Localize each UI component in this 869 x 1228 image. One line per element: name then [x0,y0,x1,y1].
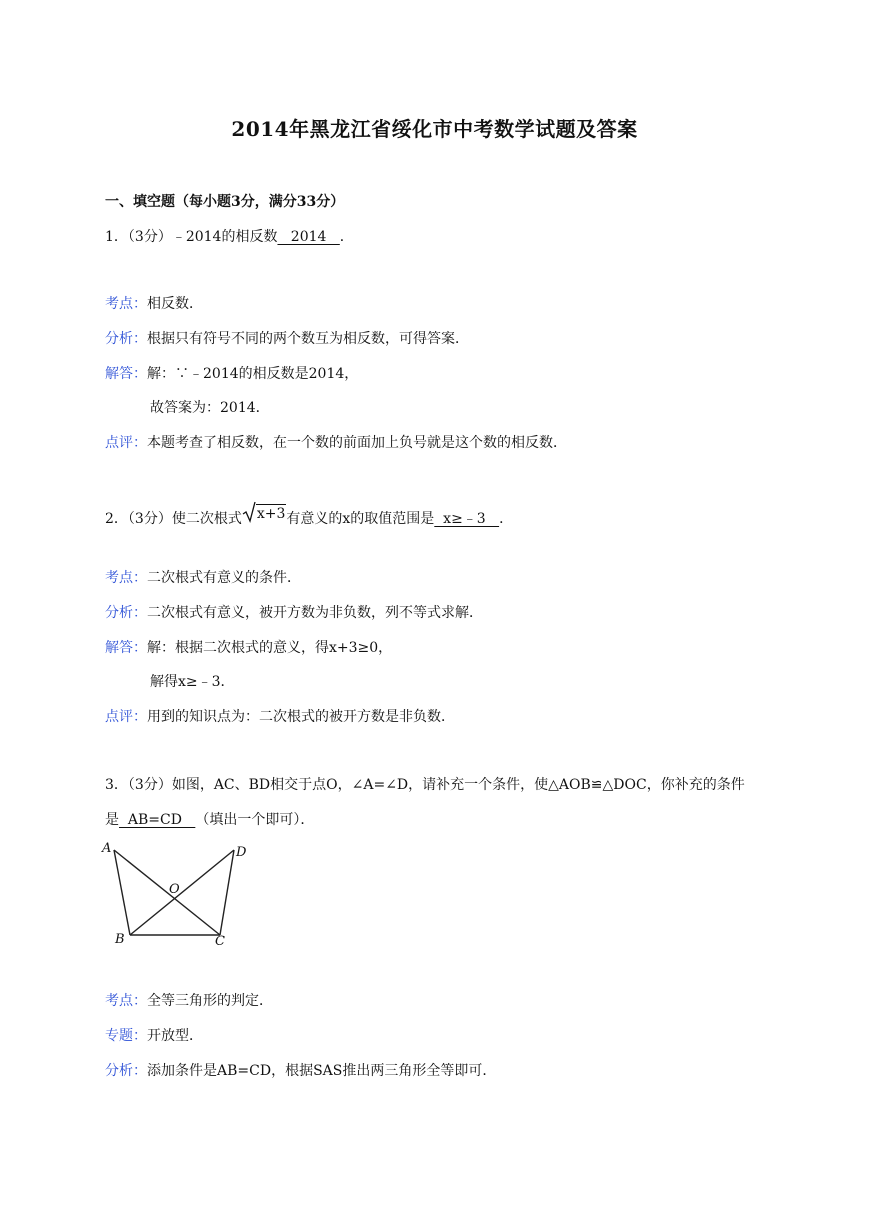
q3-zhuanti-text: 开放型． [147,1028,203,1044]
question-1-suffix: ． [339,229,354,245]
q2-kaodian-text: 二次根式有意义的条件． [147,570,301,586]
q1-jieda-row [105,364,358,384]
question-1 [105,227,354,247]
geometry-figure [100,838,260,950]
question-2-middle: 有意义的x的取值范围是 [286,511,435,527]
q3-kaodian-text: 全等三角形的判定． [147,993,273,1009]
point-label-d: D [236,845,247,860]
dianping-label: 点评： [105,435,147,451]
q3-fenxi-row [105,1061,496,1081]
kaodian-label: 考点： [105,296,147,312]
question-1-answer: 2014 [277,229,340,245]
q3-kaodian-row [105,991,273,1011]
dianping-label: 点评： [105,709,147,725]
document-title: 2014年黑龙江省绥化市中考数学试题及答案 [231,117,638,141]
q1-dianping-row [105,433,567,453]
radicand: x+3 [256,506,286,522]
q2-jieda-text: 解：根据二次根式的意义，得x+3≥0， [147,640,393,656]
question-3-line2 [105,810,314,830]
q1-dianping-text: 本题考查了相反数，在一个数的前面加上负号就是这个数的相反数． [147,435,567,451]
square-root-expression [242,501,287,523]
fenxi-label: 分析： [105,605,147,621]
q2-jieda-line2: 解得x≥﹣3． [150,674,235,690]
q2-fenxi-row [105,603,483,623]
jieda-label: 解答： [105,640,147,656]
q1-jieda-text: 解：∵﹣2014的相反数是2014， [147,366,359,382]
question-2-answer: x≥﹣3 [434,511,500,527]
q2-dianping-text: 用到的知识点为：二次根式的被开方数是非负数． [147,709,455,725]
question-3-answer: AB=CD [119,812,196,828]
jieda-label: 解答： [105,366,147,382]
q2-kaodian-row [105,568,301,588]
question-3-line1: 3．（3分）如图，AC、BD相交于点O，∠A=∠D，请补充一个条件，使△AOB≌△DOC，你补充的条件 [105,777,745,793]
question-3-prefix: 是 [105,812,119,828]
segment-bd [130,850,234,935]
question-3-suffix: （填出一个即可）． [195,812,315,828]
q1-kaodian-text: 相反数． [147,296,203,312]
q2-dianping-row [105,707,455,727]
q1-fenxi-text: 根据只有符号不同的两个数互为相反数，可得答案． [147,331,469,347]
q3-fenxi-text: 添加条件是AB=CD，根据SAS推出两三角形全等即可． [147,1063,497,1079]
kaodian-label: 考点： [105,570,147,586]
q1-fenxi-row [105,329,469,349]
segment-ab [114,850,130,935]
kaodian-label: 考点： [105,993,147,1009]
q1-jieda-line2: 故答案为：2014． [150,400,270,416]
zhuanti-label: 专题： [105,1028,147,1044]
q2-fenxi-text: 二次根式有意义，被开方数为非负数，列不等式求解． [147,605,483,621]
point-label-c: C [215,934,225,949]
segment-ac [114,850,220,935]
question-1-text: 1．（3分）﹣2014的相反数 [105,229,278,245]
question-2 [105,501,513,529]
section-heading: 一、填空题（每小题3分，满分33分） [105,194,345,210]
question-2-suffix: ． [499,511,514,527]
point-label-a: A [102,841,112,856]
question-2-text: 2．（3分）使二次根式 [105,511,242,527]
q2-jieda-row [105,638,392,658]
q3-zhuanti-row [105,1026,203,1046]
fenxi-label: 分析： [105,1063,147,1079]
q1-kaodian-row [105,294,203,314]
radical-sign-icon [242,501,256,523]
point-label-o: O [169,882,180,897]
segment-cd [220,850,234,935]
fenxi-label: 分析： [105,331,147,347]
point-label-b: B [115,932,125,947]
